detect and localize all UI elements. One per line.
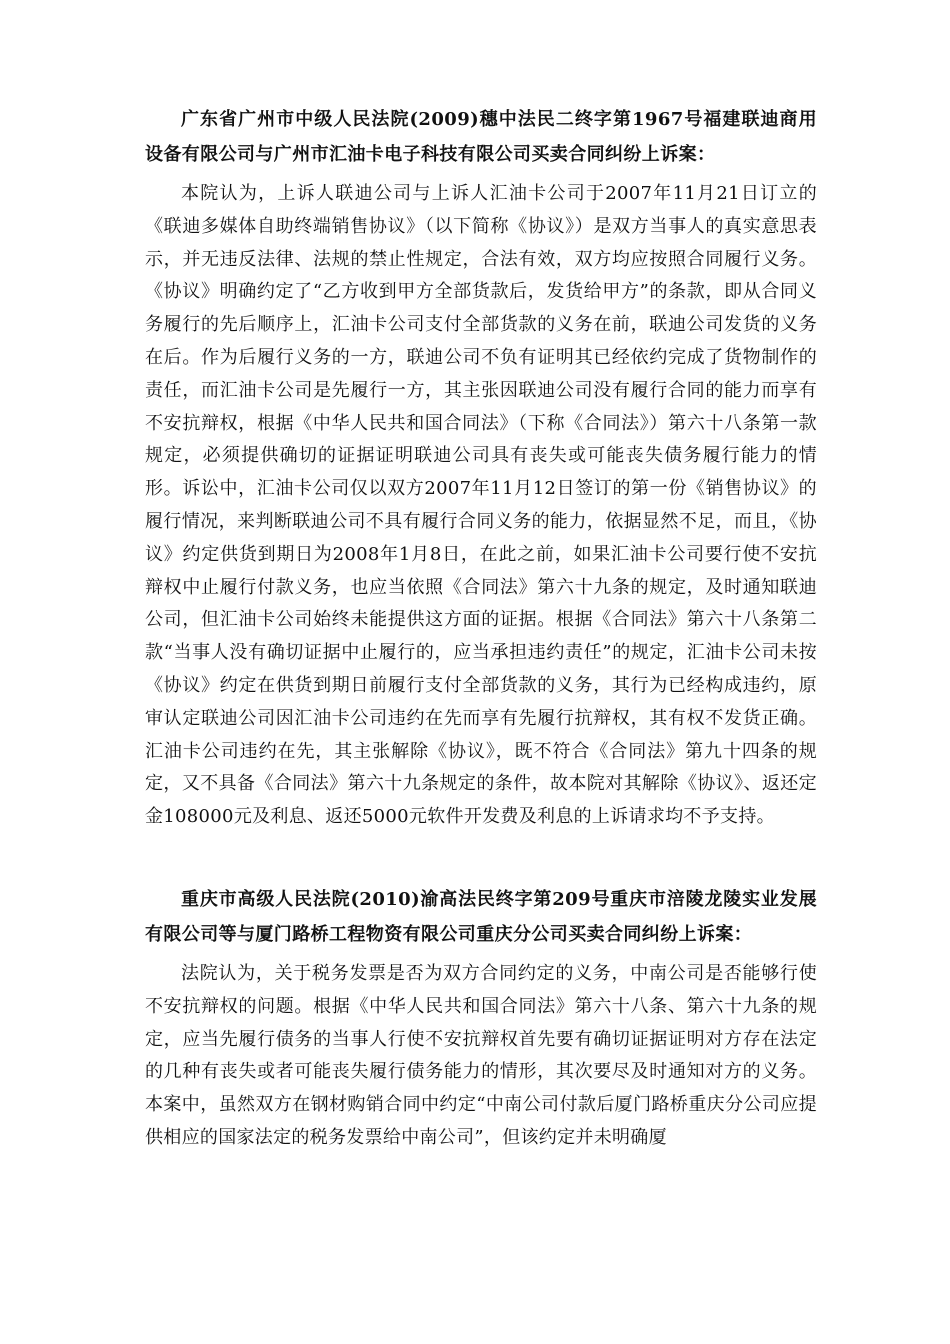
case-heading: 广东省广州市中级人民法院(2009)穗中法民二终字第1967号福建联迪商用设备有限公司与广州市汇油卡电子科技有限公司买卖合同纠纷上诉案： xyxy=(145,109,817,165)
case-body-paragraph: 法院认为，关于税务发票是否为双方合同约定的义务，中南公司是否能够行使不安抗辩权的问题。根据《中华人民共和国合同法》第六十八条、第六十九条的规定，应当先履行债务的当事人行使不安抗辩权首先要有确切证据证明对方存在法定的几种有丧失或者可能丧失履行债务能力的情形，其次要尽及时通知对方的义务。本案中，虽然双方在钢材购销合同中约定“中南公司付款后厦门路桥重庆分公司应提供相应的国家法定的税务发票给中南公司”，但该约定并未明确厦 xyxy=(145,962,817,1148)
case-section-chongqing xyxy=(145,882,817,1155)
case-heading: 重庆市高级人民法院(2010)渝高法民终字第209号重庆市涪陵龙陵实业发展有限公司等与厦门路桥工程物资有限公司重庆分公司买卖合同纠纷上诉案： xyxy=(145,888,817,945)
case-section-guangzhou xyxy=(145,102,817,834)
document-page xyxy=(145,0,817,1155)
case-body-paragraph: 本院认为，上诉人联迪公司与上诉人汇油卡公司于2007年11月21日订立的《联迪多媒体自助终端销售协议》（以下简称《协议》）是双方当事人的真实意思表示，并无违反法律、法规的禁止性规定，合法有效，双方均应按照合同履行义务。《协议》明确约定了“乙方收到甲方全部货款后，发货给甲方”的条款，即从合同义务履行的先后顺序上，汇油卡公司支付全部货款的义务在前，联迪公司发货的义务在后。作为后履行义务的一方，联迪公司不负有证明其已经依约完成了货物制作的责任，而汇油卡公司是先履行一方，其主张因联迪公司没有履行合同的能力而享有不安抗辩权，根据《中华人民共和国合同法》（下称《合同法》）第六十八条第一款规定，必须提供确切的证据证明联迪公司具有丧失或可能丧失债务履行能力的情形。诉讼中，汇油卡公司仅以双方2007年11月12日签订的第一份《销售协议》的履行情况，来判断联迪公司不具有履行合同义务的能力，依据显然不足，而且，《协议》约定供货到期日为2008年1月8日，在此之前，如果汇油卡公司要行使不安抗辩权中止履行付款义务，也应当依照《合同法》第六十九条的规定，及时通知联迪公司，但汇油卡公司始终未能提供这方面的证据。根据《合同法》第六十八条第二款“当事人没有确切证据中止履行的，应当承担违约责任”的规定，汇油卡公司未按《协议》约定在供货到期日前履行支付全部货款的义务，其行为已经构成违约，原审认定联迪公司因汇油卡公司违约在先而享有先履行抗辩权，其有权不发货正确。汇油卡公司违约在先，其主张解除《协议》，既不符合《合同法》第九十四条的规定，又不具备《合同法》第六十九条规定的条件，故本院对其解除《协议》、返还定金108000元及利息、返还5000元软件开发费及利息的上诉请求均不予支持。 xyxy=(145,183,817,828)
